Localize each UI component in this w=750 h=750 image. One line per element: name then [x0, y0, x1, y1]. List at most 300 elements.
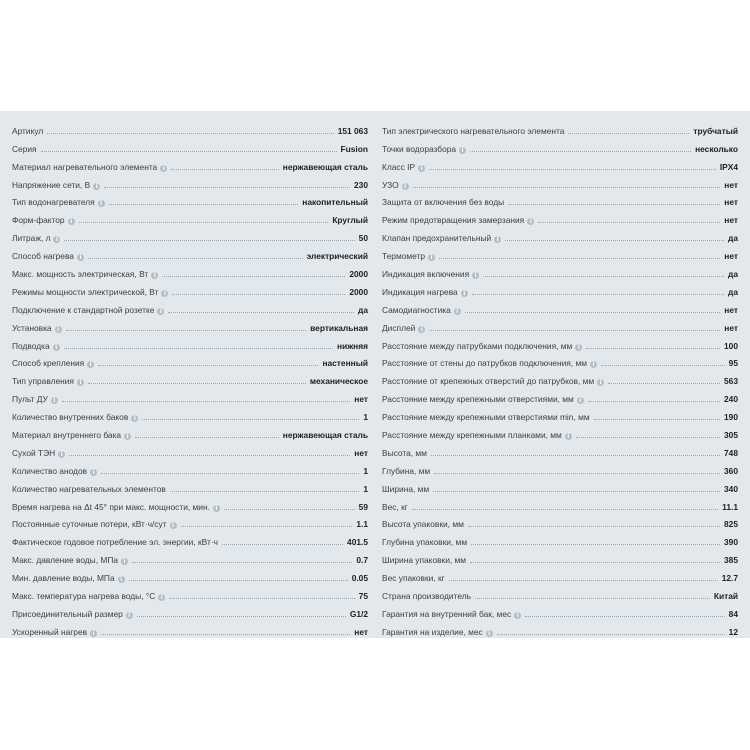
dotted-leader: [439, 258, 720, 259]
spec-label-text: Макс. давление воды, МПа: [12, 555, 119, 566]
info-icon[interactable]: i: [402, 183, 409, 190]
dotted-leader: [129, 580, 348, 581]
info-icon[interactable]: i: [597, 379, 604, 386]
spec-label: [382, 126, 566, 136]
spec-label-text: Время нагрева на Δt 45° при макс. мощности, мин.: [12, 501, 210, 512]
spec-value: 12: [728, 626, 738, 637]
spec-label-text: Способ нагрева: [12, 251, 74, 262]
spec-value: 1: [363, 465, 368, 476]
dotted-leader: [594, 419, 720, 420]
spec-label-text: Подводка: [12, 340, 50, 351]
dotted-leader: [433, 491, 720, 492]
info-icon[interactable]: i: [124, 433, 131, 440]
spec-label-text: Расстояние от крепежных отверстий до патрубков, мм: [382, 376, 595, 387]
spec-value: нержавеющая сталь: [282, 161, 368, 172]
spec-row: [12, 512, 368, 530]
spec-row: [12, 458, 368, 476]
info-icon[interactable]: i: [121, 558, 128, 565]
spec-label: [382, 555, 468, 565]
spec-row: [382, 333, 738, 351]
spec-value: Круглый: [332, 215, 368, 226]
dotted-leader: [66, 330, 307, 331]
info-icon[interactable]: i: [527, 218, 534, 225]
spec-value: нет: [724, 251, 738, 262]
dotted-leader: [525, 616, 724, 617]
spec-label: [382, 341, 584, 351]
spec-label-text: Глубина, мм: [382, 465, 431, 476]
spec-label: [12, 466, 99, 476]
spec-row: [382, 529, 738, 547]
info-icon[interactable]: i: [428, 254, 435, 261]
spec-row: [12, 154, 368, 172]
dotted-leader: [64, 240, 354, 241]
spec-label: [12, 519, 179, 529]
spec-row: [12, 601, 368, 619]
spec-label-text: Индикация нагрева: [382, 286, 458, 297]
spec-value: 1.1: [356, 519, 368, 530]
spec-row: [12, 225, 368, 243]
info-icon[interactable]: i: [486, 630, 493, 637]
spec-value: 50: [358, 233, 368, 244]
dotted-leader: [431, 455, 720, 456]
spec-value: 340: [724, 483, 738, 494]
dotted-leader: [88, 258, 303, 259]
spec-value: несколько: [695, 143, 738, 154]
spec-value: G1/2: [349, 608, 368, 619]
spec-label-text: Сухой ТЭН: [12, 447, 56, 458]
spec-label: [382, 162, 427, 172]
spec-label-text: УЗО: [382, 179, 399, 190]
spec-value: 190: [724, 412, 738, 423]
spec-row: [12, 190, 368, 208]
spec-label: [382, 358, 599, 368]
spec-label: [12, 180, 102, 190]
dotted-leader: [137, 616, 346, 617]
spec-value: нет: [354, 447, 368, 458]
spec-row: [382, 315, 738, 333]
dotted-leader: [586, 348, 720, 349]
spec-row: [12, 476, 368, 494]
spec-label: [382, 180, 411, 190]
spec-value: 385: [724, 555, 738, 566]
spec-value: 100: [724, 340, 738, 351]
spec-value: нет: [724, 304, 738, 315]
spec-label: [12, 394, 60, 404]
spec-label-text: Класс IP: [382, 161, 416, 172]
info-icon[interactable]: i: [118, 576, 125, 583]
spec-label: [12, 502, 222, 512]
spec-label: [12, 305, 166, 315]
spec-label: [12, 376, 86, 386]
specs-column-right: [382, 118, 738, 637]
dotted-leader: [47, 133, 333, 134]
spec-row: [382, 565, 738, 583]
spec-value: трубчатый: [693, 125, 738, 136]
spec-label-text: Макс. температура нагрева воды, °С: [12, 591, 156, 602]
spec-row: [382, 547, 738, 565]
spec-label: [382, 537, 469, 547]
spec-label-text: Материал нагревательного элемента: [12, 161, 158, 172]
dotted-leader: [505, 240, 724, 241]
spec-row: [382, 512, 738, 530]
spec-row: [12, 261, 368, 279]
spec-row: [382, 386, 738, 404]
spec-label-text: Постоянные суточные потери, кВт·ч/сут: [12, 519, 167, 530]
dotted-leader: [132, 562, 352, 563]
spec-label: [382, 627, 495, 637]
spec-label: [12, 573, 127, 583]
spec-label-text: Режим предотвращения замерзания: [382, 215, 525, 226]
info-icon[interactable]: i: [157, 308, 164, 315]
spec-label: [12, 251, 86, 261]
spec-row: [382, 225, 738, 243]
info-icon[interactable]: i: [77, 254, 84, 261]
spec-value: 240: [724, 394, 738, 405]
spec-row: [382, 404, 738, 422]
dotted-leader: [101, 634, 350, 635]
spec-label-text: Точки водоразбора: [382, 143, 457, 154]
spec-value: 305: [724, 430, 738, 441]
spec-label-text: Страна производитель: [382, 591, 471, 602]
spec-value: да: [358, 304, 368, 315]
spec-label-text: Ширина, мм: [382, 483, 430, 494]
info-icon[interactable]: i: [53, 236, 60, 243]
info-icon[interactable]: i: [577, 397, 584, 404]
spec-row: [382, 351, 738, 369]
spec-value: IPX4: [719, 161, 738, 172]
spec-label-text: Количество внутренних баков: [12, 412, 129, 423]
spec-value: 2000: [349, 269, 368, 280]
spec-value: механическое: [309, 376, 368, 387]
spec-label: [12, 144, 39, 154]
spec-row: [382, 601, 738, 619]
spec-value: нет: [724, 322, 738, 333]
spec-label-text: Дисплей: [382, 322, 416, 333]
spec-value: вертикальная: [310, 322, 368, 333]
spec-label-text: Способ крепления: [12, 358, 85, 369]
spec-row: [382, 494, 738, 512]
info-icon[interactable]: i: [98, 200, 105, 207]
info-icon[interactable]: i: [53, 344, 60, 351]
spec-label: [12, 555, 130, 565]
spec-row: [12, 619, 368, 637]
spec-label-text: Расстояние между крепежными отверстиями, мм: [382, 394, 574, 405]
spec-label: [382, 430, 574, 440]
spec-label-text: Мин. давление воды, МПа: [12, 573, 115, 584]
info-icon[interactable]: i: [68, 218, 75, 225]
spec-row: [382, 118, 738, 136]
spec-value: 825: [724, 519, 738, 530]
spec-row: [382, 243, 738, 261]
spec-label: [382, 287, 470, 297]
spec-label: [12, 269, 160, 279]
spec-label-text: Режимы мощности электрической, Вт: [12, 286, 159, 297]
spec-value: накопительный: [302, 197, 368, 208]
spec-label-text: Материал внутреннего бака: [12, 430, 122, 441]
spec-label-text: Самодиагностика: [382, 304, 451, 315]
dotted-leader: [434, 473, 720, 474]
spec-value: 12.7: [721, 573, 738, 584]
dotted-leader: [169, 598, 354, 599]
dotted-leader: [470, 562, 720, 563]
spec-label: [12, 287, 170, 297]
spec-row: [12, 440, 368, 458]
spec-row: [12, 207, 368, 225]
dotted-leader: [497, 634, 725, 635]
info-icon[interactable]: i: [170, 522, 177, 529]
spec-value: нижняя: [337, 340, 368, 351]
info-icon[interactable]: i: [151, 272, 158, 279]
dotted-leader: [588, 401, 720, 402]
spec-label: [12, 627, 99, 637]
spec-row: [12, 351, 368, 369]
spec-value: Китай: [713, 591, 738, 602]
spec-label: [12, 323, 64, 333]
spec-row: [12, 583, 368, 601]
spec-row: [382, 190, 738, 208]
spec-row: [12, 529, 368, 547]
spec-row: [382, 583, 738, 601]
dotted-leader: [429, 169, 716, 170]
spec-value: электрический: [306, 251, 368, 262]
spec-value: 748: [724, 447, 738, 458]
spec-row: [382, 154, 738, 172]
spec-label: [12, 341, 62, 351]
spec-value: нет: [724, 215, 738, 226]
spec-value: 563: [724, 376, 738, 387]
spec-value: нет: [724, 197, 738, 208]
spec-label-text: Тип водонагревателя: [12, 197, 95, 208]
dotted-leader: [413, 187, 721, 188]
dotted-leader: [475, 598, 710, 599]
dotted-leader: [222, 544, 343, 545]
spec-row: [12, 386, 368, 404]
info-icon[interactable]: i: [90, 630, 97, 637]
spec-value: 1: [363, 483, 368, 494]
info-icon[interactable]: i: [161, 290, 168, 297]
spec-row: [382, 458, 738, 476]
dotted-leader: [142, 419, 359, 420]
spec-row: [12, 315, 368, 333]
spec-label-text: Расстояние между крепежными отверстиями min, мм: [382, 412, 590, 423]
spec-label-text: Клапан предохранительный: [382, 233, 492, 244]
spec-label: [12, 358, 96, 368]
spec-label: [12, 609, 135, 619]
dotted-leader: [79, 222, 329, 223]
spec-row: [382, 440, 738, 458]
info-icon[interactable]: i: [565, 433, 572, 440]
info-icon[interactable]: i: [93, 183, 100, 190]
spec-value: 390: [724, 537, 738, 548]
dotted-leader: [181, 526, 353, 527]
spec-value: 401.5: [347, 537, 368, 548]
spec-label-text: Количество нагревательных элементов: [12, 483, 166, 494]
spec-label-text: Высота упаковки, мм: [382, 519, 464, 530]
spec-label-text: Тип управления: [12, 376, 74, 387]
dotted-leader: [135, 437, 279, 438]
spec-label-text: Подключение к стандартной розетке: [12, 304, 155, 315]
dotted-leader: [88, 383, 306, 384]
spec-label-text: Количество анодов: [12, 465, 88, 476]
spec-value: 151 063: [337, 125, 368, 136]
info-icon[interactable]: i: [90, 469, 97, 476]
dotted-leader: [171, 169, 279, 170]
spec-row: [12, 297, 368, 315]
info-icon[interactable]: i: [418, 165, 425, 172]
info-icon[interactable]: i: [160, 165, 167, 172]
spec-value: да: [728, 286, 738, 297]
spec-label-text: Серия: [12, 143, 37, 154]
spec-label: [382, 251, 437, 261]
spec-value: да: [728, 233, 738, 244]
spec-row: [12, 333, 368, 351]
spec-value: 0.7: [356, 555, 368, 566]
spec-label-text: Индикация включения: [382, 269, 470, 280]
spec-row: [382, 279, 738, 297]
spec-label: [382, 609, 523, 619]
info-icon[interactable]: i: [494, 236, 501, 243]
dotted-leader: [172, 294, 345, 295]
spec-label: [12, 591, 167, 601]
spec-label: [12, 197, 107, 207]
spec-label: [12, 484, 168, 494]
spec-label: [382, 502, 410, 512]
spec-label-text: Глубина упаковки, мм: [382, 537, 468, 548]
dotted-leader: [483, 276, 724, 277]
spec-row: [12, 136, 368, 154]
spec-label-text: Вес, кг: [382, 501, 408, 512]
spec-row: [382, 261, 738, 279]
spec-label: [382, 394, 586, 404]
dotted-leader: [412, 509, 718, 510]
spec-label: [382, 269, 481, 279]
info-icon[interactable]: i: [213, 505, 220, 512]
spec-label: [12, 233, 62, 243]
info-icon[interactable]: i: [158, 594, 165, 601]
spec-label-text: Вес упаковки, кг: [382, 573, 445, 584]
dotted-leader: [576, 437, 720, 438]
info-icon[interactable]: i: [77, 379, 84, 386]
spec-label: [382, 519, 466, 529]
spec-label-text: Установка: [12, 322, 52, 333]
spec-row: [382, 476, 738, 494]
spec-label-text: Напряжение сети, В: [12, 179, 91, 190]
spec-label-text: Расстояние между патрубками подключения, мм: [382, 340, 573, 351]
info-icon[interactable]: i: [514, 612, 521, 619]
spec-label: [382, 573, 447, 583]
info-icon[interactable]: i: [55, 326, 62, 333]
spec-value: да: [728, 269, 738, 280]
spec-value: нет: [354, 394, 368, 405]
info-icon[interactable]: i: [461, 290, 468, 297]
dotted-leader: [104, 187, 350, 188]
spec-row: [382, 136, 738, 154]
spec-value: 1: [363, 412, 368, 423]
dotted-leader: [62, 401, 350, 402]
spec-value: 59: [358, 501, 368, 512]
spec-value: нет: [724, 179, 738, 190]
spec-value: нет: [354, 626, 368, 637]
dotted-leader: [109, 204, 299, 205]
spec-row: [382, 172, 738, 190]
spec-value: нержавеющая сталь: [282, 430, 368, 441]
info-icon[interactable]: i: [459, 147, 466, 154]
info-icon[interactable]: i: [418, 326, 425, 333]
spec-label: [382, 376, 606, 386]
spec-value: 84: [728, 608, 738, 619]
info-icon[interactable]: i: [590, 361, 597, 368]
info-icon[interactable]: i: [58, 451, 65, 458]
dotted-leader: [472, 294, 724, 295]
spec-value: Fusion: [340, 143, 368, 154]
spec-row: [12, 243, 368, 261]
spec-label: [382, 323, 427, 333]
spec-label-text: Расстояние между крепежными планками, мм: [382, 430, 562, 441]
spec-label-text: Тип электрического нагревательного элемента: [382, 125, 565, 136]
spec-value: 230: [354, 179, 368, 190]
spec-row: [382, 207, 738, 225]
dotted-leader: [101, 473, 359, 474]
spec-value: 0.05: [351, 573, 368, 584]
spec-label: [12, 448, 67, 458]
spec-label-text: Артикул: [12, 125, 44, 136]
spec-label-text: Пульт ДУ: [12, 394, 48, 405]
info-icon[interactable]: i: [472, 272, 479, 279]
spec-row: [12, 422, 368, 440]
dotted-leader: [449, 580, 718, 581]
spec-value: 95: [728, 358, 738, 369]
spec-row: [12, 118, 368, 136]
info-icon[interactable]: i: [131, 415, 138, 422]
dotted-leader: [508, 204, 720, 205]
spec-label: [12, 430, 133, 440]
spec-row: [382, 422, 738, 440]
spec-label-text: Ускоренный нагрев: [12, 626, 88, 637]
spec-label: [382, 591, 473, 601]
spec-label: [382, 144, 468, 154]
spec-row: [12, 172, 368, 190]
dotted-leader: [538, 222, 720, 223]
info-icon[interactable]: i: [575, 344, 582, 351]
spec-label: [382, 197, 506, 207]
spec-label: [382, 412, 592, 422]
info-icon[interactable]: i: [126, 612, 133, 619]
info-icon[interactable]: i: [87, 361, 94, 368]
dotted-leader: [98, 365, 318, 366]
dotted-leader: [468, 526, 720, 527]
info-icon[interactable]: i: [51, 397, 58, 404]
dotted-leader: [168, 312, 354, 313]
spec-label: [382, 466, 432, 476]
spec-label: [12, 537, 220, 547]
spec-row: [382, 297, 738, 315]
spec-label-text: Фактическое годовое потребление эл. энергии, кВт·ч: [12, 537, 218, 548]
info-icon[interactable]: i: [454, 308, 461, 315]
specs-column-left: [12, 118, 368, 637]
spec-row: [12, 547, 368, 565]
spec-label: [382, 448, 429, 458]
spec-row: [382, 368, 738, 386]
spec-label-text: Форм-фактор: [12, 215, 65, 226]
dotted-leader: [64, 348, 333, 349]
spec-label-text: Термометр: [382, 251, 426, 262]
dotted-leader: [470, 151, 691, 152]
spec-value: 360: [724, 465, 738, 476]
spec-label-text: Гарантия на изделие, мес: [382, 626, 483, 637]
spec-value: настенный: [322, 358, 368, 369]
spec-row: [382, 619, 738, 637]
dotted-leader: [608, 383, 720, 384]
